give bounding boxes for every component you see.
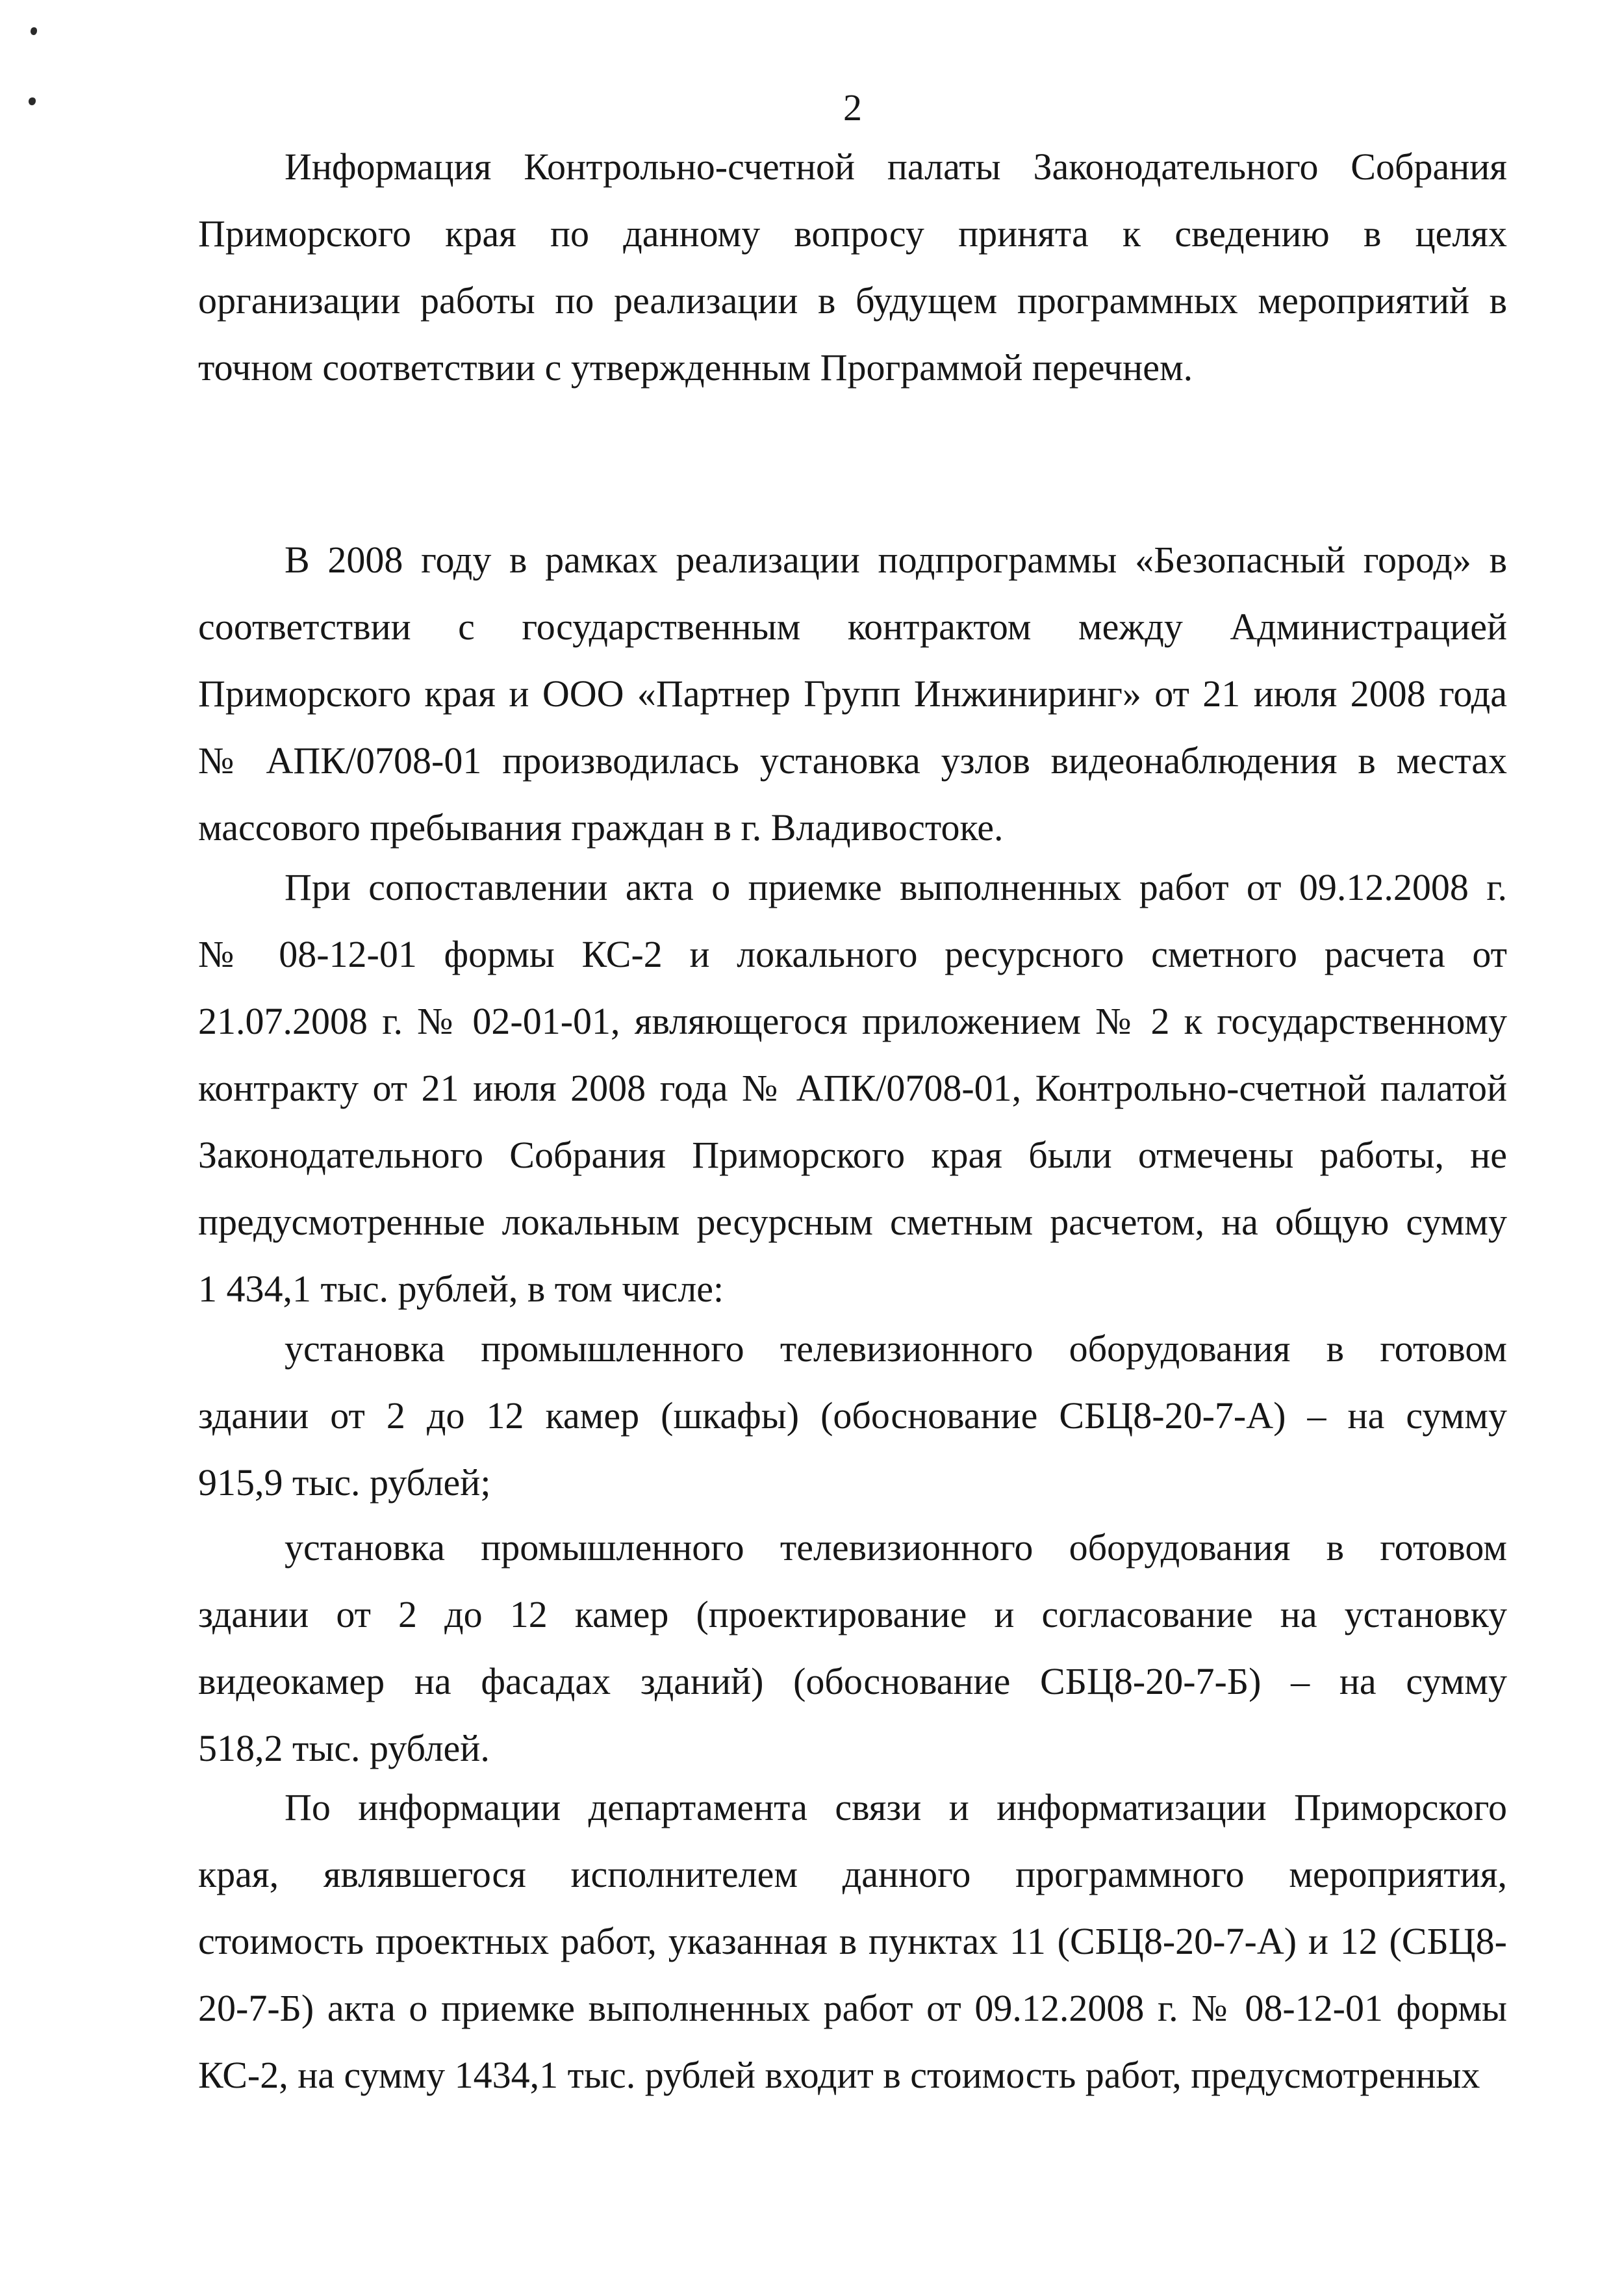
text-line: здании от 2 до 12 камер (шкафы) (обоснование СБЦ8-20-7-А) – на сумму [198, 1394, 1507, 1437]
paragraph-4 [198, 1315, 1507, 1516]
text-line: здании от 2 до 12 камер (проектирование и согласование на установку [198, 1593, 1507, 1635]
text-line: 518,2 тыс. рублей. [198, 1727, 490, 1769]
text-line: видеокамер на фасадах зданий) (обоснование СБЦ8-20-7-Б) – на сумму [198, 1660, 1507, 1702]
paragraph-1 [198, 133, 1507, 401]
scan-speck-1 [31, 27, 37, 35]
text-line: 1 434,1 тыс. рублей, в том числе: [198, 1268, 724, 1310]
scan-speck-2 [29, 97, 36, 105]
text-line: 21.07.2008 г. № 02-01-01, являющегося приложением № 2 к государственному [198, 1000, 1507, 1042]
text-line: № АПК/0708-01 производилась установка узлов видеонаблюдения в местах [198, 739, 1507, 782]
text-line: № 08-12-01 формы КС-2 и локального ресурсного сметного расчета от [198, 933, 1507, 975]
text-line: установка промышленного телевизионного оборудования в готовом [285, 1327, 1507, 1370]
text-line: Законодательного Собрания Приморского края были отмечены работы, не [198, 1134, 1507, 1176]
text-line: соответствии с государственным контрактом между Администрацией [198, 606, 1507, 648]
paragraph-3 [198, 854, 1507, 1322]
page-number: 2 [843, 86, 862, 129]
text-line: точном соответствии с утвержденным Программой перечнем. [198, 346, 1193, 389]
text-line: предусмотренные локальным ресурсным сметным расчетом, на общую сумму [198, 1201, 1507, 1243]
text-line: края, являвшегося исполнителем данного программного мероприятия, [198, 1853, 1507, 1895]
text-line: 915,9 тыс. рублей; [198, 1461, 491, 1504]
text-line: массового пребывания граждан в г. Владивостоке. [198, 806, 1004, 849]
text-line: Приморского края по данному вопросу принята к сведению в целях [198, 212, 1507, 255]
paragraph-6 [198, 1774, 1507, 2108]
text-line: В 2008 году в рамках реализации подпрограммы «Безопасный город» в [285, 539, 1507, 581]
paragraph-5 [198, 1514, 1507, 1782]
text-line: Информация Контрольно-счетной палаты Законодательного Собрания [285, 146, 1507, 188]
text-line: По информации департамента связи и информатизации Приморского [285, 1786, 1507, 1828]
paragraph-2 [198, 526, 1507, 861]
text-line: Приморского края и ООО «Партнер Групп Инжиниринг» от 21 июля 2008 года [198, 672, 1507, 715]
text-line: стоимость проектных работ, указанная в пунктах 11 (СБЦ8-20-7-А) и 12 (СБЦ8- [198, 1920, 1507, 1962]
text-line: 20-7-Б) акта о приемке выполненных работ от 09.12.2008 г. № 08-12-01 формы [198, 1987, 1507, 2029]
text-line: организации работы по реализации в будущем программных мероприятий в [198, 279, 1507, 322]
text-line: установка промышленного телевизионного оборудования в готовом [285, 1526, 1507, 1569]
text-line: КС-2, на сумму 1434,1 тыс. рублей входит в стоимость работ, предусмотренных [198, 2054, 1480, 2096]
text-line: контракту от 21 июля 2008 года № АПК/0708-01, Контрольно-счетной палатой [198, 1067, 1507, 1109]
text-line: При сопоставлении акта о приемке выполненных работ от 09.12.2008 г. [285, 866, 1507, 908]
